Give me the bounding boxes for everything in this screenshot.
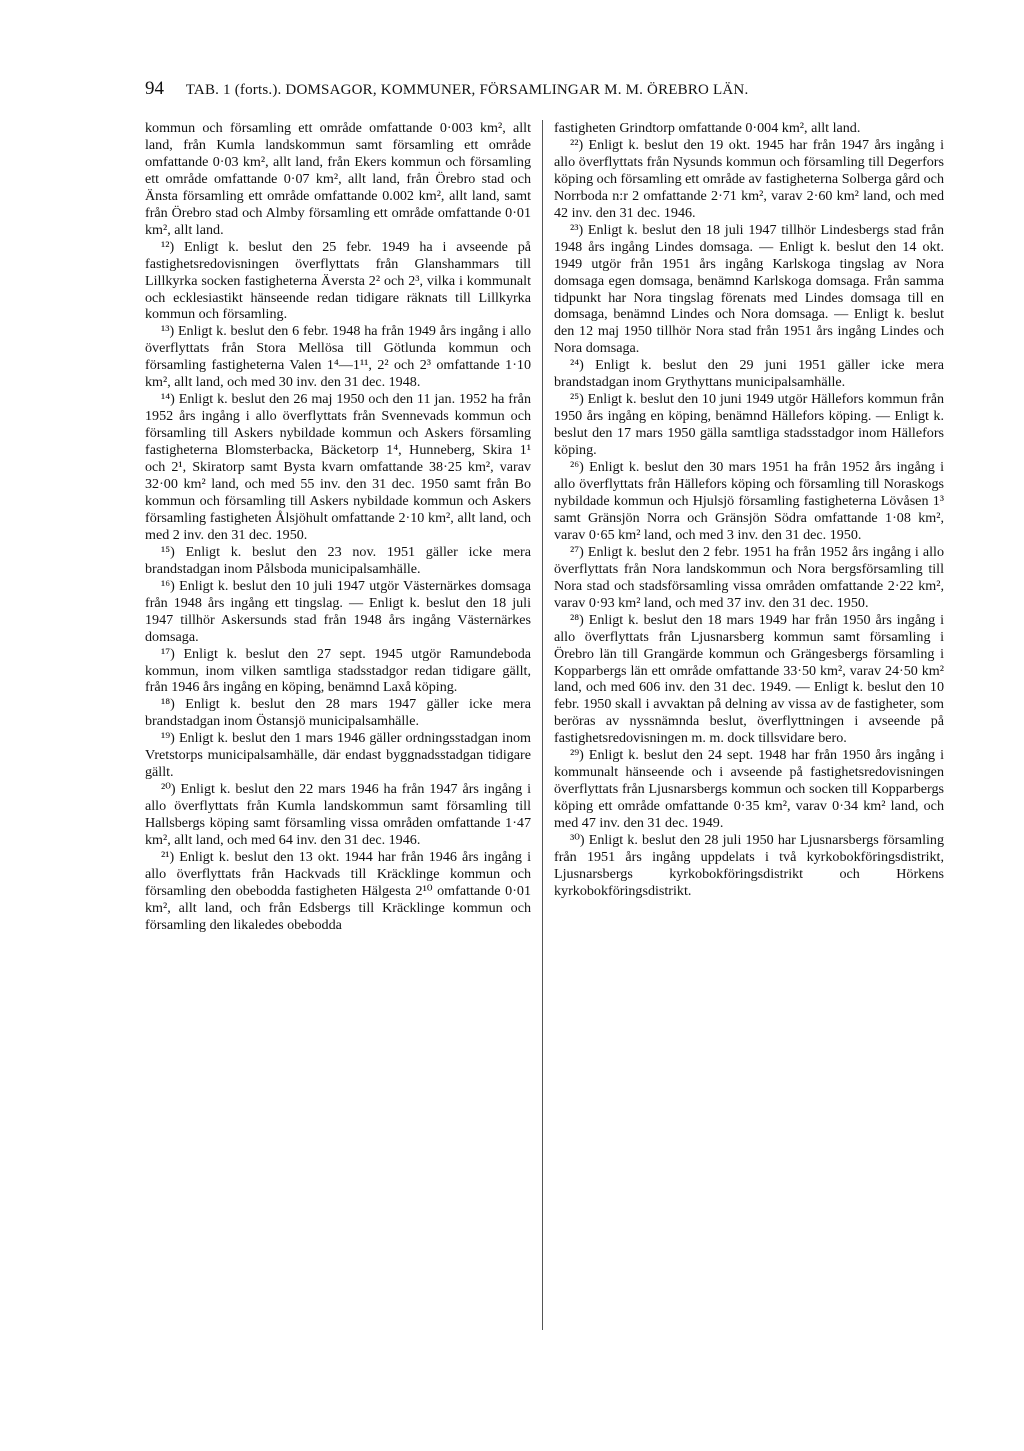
footnote-20: ²⁰) Enligt k. beslut den 22 mars 1946 ha från 1947 års ingång i allo överflyttats från Kumla landskommun samt församling till Hallsbergs köping samt församling vissa områden omfattande 1·47 km², allt land, och med 64 inv. den 31 dec. 1946. (145, 781, 531, 849)
footnote-15: ¹⁵) Enligt k. beslut den 23 nov. 1951 gäller icke mera brandstadgan inom Pålsboda municipalsamhälle. (145, 543, 531, 577)
footnote-30: ³⁰) Enligt k. beslut den 28 juli 1950 har Ljusnarsbergs församling från 1951 års ingång uppdelats i två kyrkobokföringsdistrikt, Ljusnarsbergs kyrkobokföringsdistrikt och Hörkens kyrkobokföringsdistrikt. (554, 832, 944, 899)
footnote-21: ²¹) Enligt k. beslut den 13 okt. 1944 har från 1946 års ingång i allo överflyttats från Hackvads till Kräcklinge kommun och församling den obebodda fastigheten Hälgesta 2¹⁰ omfattande 0·01 km², allt land, och från Edsbergs till Kräcklinge kommun och församling den likaledes obebodda (145, 848, 531, 933)
footnote-13: ¹³) Enligt k. beslut den 6 febr. 1948 ha från 1949 års ingång i allo överflyttats från Stora Mellösa till Götlunda kommun och församling fastigheterna Valen 1⁴—1¹¹, 2² och 2³ omfattande 1·10 km², allt land, och med 30 inv. den 31 dec. 1948. (145, 323, 531, 391)
footnote-25: ²⁵) Enligt k. beslut den 10 juni 1949 utgör Hällefors kommun från 1950 års ingång en köping, benämnd Hällefors köping. — Enligt k. beslut den 17 mars 1950 gälla samtliga stadsstadgor inom Hällefors köping. (554, 391, 944, 459)
paragraph-continuation: fastigheten Grindtorp omfattande 0·004 km², allt land. (554, 120, 861, 136)
footnote-12: ¹²) Enligt k. beslut den 25 febr. 1949 ha i avseende på fastighetsredovisningen överflyttats från Glanshammars till Lillkyrka socken fastigheterna Äversta 2² och 2³, vilka i kommunalt och ecklesiastikt hänseende redan tidigare räknats till Lillkyrka kommun och församling. (145, 238, 531, 323)
footnote-24: ²⁴) Enligt k. beslut den 29 juni 1951 gäller icke mera brandstadgan inom Grythyttans municipalsamhälle. (554, 357, 944, 391)
page-header (145, 78, 890, 102)
footnote-18: ¹⁸) Enligt k. beslut den 28 mars 1947 gäller icke mera brandstadgan inom Östansjö municipalsamhälle. (145, 696, 531, 730)
left-column (145, 120, 531, 934)
footnote-19: ¹⁹) Enligt k. beslut den 1 mars 1946 gäller ordningsstadgan inom Vretstorps municipalsamhälle, där endast byggnadsstadgan tidigare gällt. (145, 730, 531, 781)
footnote-17: ¹⁷) Enligt k. beslut den 27 sept. 1945 utgör Ramundeboda kommun, inom vilken samtliga stadsstadgor redan tidigare gällt, från 1946 års ingång en köping, benämnd Laxå köping. (145, 645, 531, 696)
running-title: TAB. 1 (forts.). DOMSAGOR, KOMMUNER, FÖRSAMLINGAR M. M. ÖREBRO LÄN. (185, 82, 749, 98)
page-number: 94 (145, 78, 164, 99)
footnote-27: ²⁷) Enligt k. beslut den 2 febr. 1951 ha från 1952 års ingång i allo överflyttats från Nora landskommun och Nora bergsförsamling till Nora stad och stadsförsamling vissa områden omfattande 2·22 km², varav 0·93 km² land, och med 37 inv. den 31 dec. 1950. (554, 543, 944, 611)
footnote-16: ¹⁶) Enligt k. beslut den 10 juli 1947 utgör Västernärkes domsaga från 1948 års ingång ett tingslag. — Enligt k. beslut den 18 juli 1947 tillhör Askersunds stad från 1948 års ingång Västernärkes domsaga. (145, 577, 531, 645)
footnote-29: ²⁹) Enligt k. beslut den 24 sept. 1948 har från 1950 års ingång i kommunalt hänseende och i avseende på fastighetsredovisningen överflyttats från Ljusnarsbergs kommun och socken till Kopparbergs köping ett område omfattande 0·35 km², varav 0·34 km² land, och med 47 inv. den 31 dec. 1949. (554, 747, 944, 832)
paragraph-continuation: kommun och församling ett område omfattande 0·003 km², allt land, från Kumla landskommun samt församling ett område omfattande 0·03 km², allt land, från Ekers kommun och församling ett område omfattande 0·07 km², allt land, från Örebro stad och Änsta församling ett område omfattande 0.002 km², allt land, samt från Örebro stad och Almby församling ett område omfattande 0·01 km², allt land. (145, 120, 531, 238)
footnote-26: ²⁶) Enligt k. beslut den 30 mars 1951 ha från 1952 års ingång i allo överflyttats från Hällefors köping och församling till Noraskogs nybildade kommun och Hjulsjö församling fastigheterna Lövåsen 1³ samt Gränsjön Norra och Gränsjön Södra omfattande 1·08 km², varav 0·65 km² land, och med 3 inv. den 31 dec. 1950. (554, 459, 944, 543)
right-column (554, 120, 944, 900)
footnote-22: ²²) Enligt k. beslut den 19 okt. 1945 har från 1947 års ingång i allo överflyttats från Nysunds kommun och församling till Degerfors köping och församling ett område av fastigheterna Solberga gård och Norrboda n:r 2 omfattande 2·71 km², varav 2·60 km² land, och med 42 inv. den 31 dec. 1946. (554, 136, 944, 221)
footnote-23: ²³) Enligt k. beslut den 18 juli 1947 tillhör Lindesbergs stad från 1948 års ingång Lindes domsaga. — Enligt k. beslut den 14 okt. 1949 utgör från 1951 års ingång Karlskoga tingslag av Nora domsaga egen domsaga, benämnd Karlskoga domsaga. Från samma tidpunkt har Nora tingslag förenats med Lindes domsaga till en domsaga, benämnd Lindes och Nora domsaga. — Enligt k. beslut den 12 maj 1950 tillhör Nora stad från 1951 års ingång Lindes och Nora domsaga. (554, 221, 944, 357)
footnote-14: ¹⁴) Enligt k. beslut den 26 maj 1950 och den 11 jan. 1952 ha från 1952 års ingång i allo överflyttats från Svennevads kommun och församling till Askers nybildade kommun och Askers församling fastigheterna Blomsterbacka, Bäcketorp 1⁴, Hunneberg, Skira 1¹ och 2¹, Skiratorp samt Bysta kvarn omfattande 38·25 km², varav 32·00 km² land, och med 55 inv. den 31 dec. 1950 samt från Bo kommun och församling till Askers nybildade kommun och Askers församling fastigheten Ålsjöhult omfattande 2·10 km², allt land, och med 2 inv. den 31 dec. 1950. (145, 391, 531, 543)
column-divider (542, 120, 543, 1330)
footnote-28: ²⁸) Enligt k. beslut den 18 mars 1949 har från 1950 års ingång i allo överflyttats från Ljusnarsberg kommun samt församling i Örebro län till Grangärde kommun och Grängesbergs församling i Kopparbergs län ett område omfattande 33·50 km², varav 24·50 km² land, och med 606 inv. den 31 dec. 1949. — Enligt k. beslut den 10 febr. 1950 skall i avvaktan på delning av vissa av de fastigheter, som beröras av nyssnämnda beslut, överflyttningen i avseende på fastighetsredovisningen m. m. dock tillsvidare bero. (554, 611, 944, 747)
